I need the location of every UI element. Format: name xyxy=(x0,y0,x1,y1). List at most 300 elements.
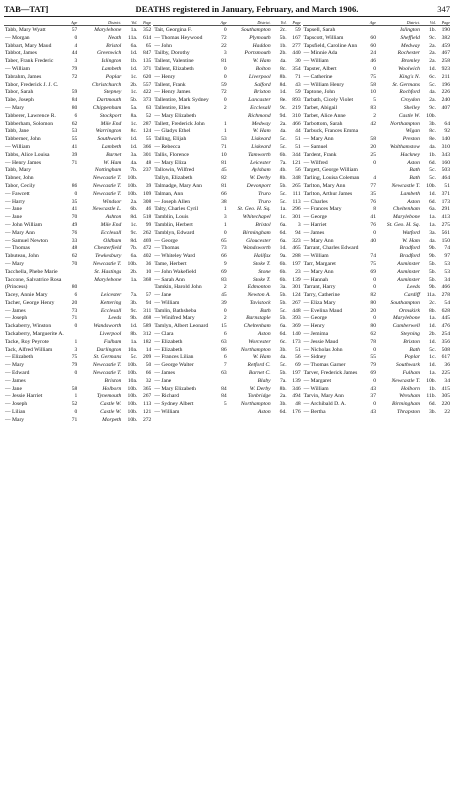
register-entry xyxy=(153,191,300,199)
register-entry xyxy=(4,393,151,401)
register-column-1 xyxy=(4,19,151,425)
entry-name: Tame, Herbert xyxy=(154,260,187,267)
register-entry xyxy=(4,160,151,168)
entry-name: — William xyxy=(154,299,180,306)
register-entry xyxy=(303,175,450,183)
entry-name: — Henry xyxy=(303,323,325,330)
register-entry xyxy=(303,199,450,207)
entry-district: Mile End xyxy=(100,221,122,228)
register-entry xyxy=(303,386,450,394)
entry-volume: 2b. xyxy=(279,50,287,57)
entry-name: — Jessie Maud xyxy=(303,338,339,345)
entry-name: — Whiteley Ward xyxy=(154,253,195,260)
entry-volume: 3b. xyxy=(130,299,138,306)
entry-district: Bath xyxy=(409,175,420,182)
entry-name: — Mary Ann xyxy=(303,237,334,244)
entry-age: 59 xyxy=(221,81,227,88)
entry-volume: 8b. xyxy=(279,385,287,392)
entry-district: Bromley xyxy=(401,58,420,65)
entry-age xyxy=(69,175,77,183)
entry-name: — Richard xyxy=(154,393,180,400)
entry-volume: 10b. xyxy=(127,393,138,400)
entry-volume: 10b. xyxy=(127,385,138,392)
entry-volume: 8b. xyxy=(279,175,287,182)
entry-name: Tarver, Frederick James xyxy=(303,370,358,377)
entry-district: Devonport xyxy=(246,182,271,189)
entry-page: 393 xyxy=(292,315,301,322)
entry-page: 48 xyxy=(145,159,152,166)
entry-page: 310 xyxy=(441,143,450,150)
register-entry xyxy=(4,128,151,136)
entry-page: 354 xyxy=(292,65,301,72)
entry-district: Newcastle T. xyxy=(92,260,122,267)
entry-district: Dartmouth xyxy=(96,97,122,104)
register-entry xyxy=(153,43,300,51)
entry-age: 52 xyxy=(71,401,78,408)
entry-page: 847 xyxy=(142,50,152,57)
entry-age: 0 xyxy=(74,34,78,41)
entry-district: Edmonton xyxy=(247,284,271,291)
entry-age: 45 xyxy=(221,292,227,299)
entry-volume: 6a. xyxy=(279,323,287,330)
entry-name: Tamlin, Bathsheba xyxy=(154,307,197,314)
entry-name: — Elizabeth xyxy=(5,354,34,361)
entry-volume: 1a. xyxy=(130,27,138,33)
entry-district: Sheffield xyxy=(400,34,420,41)
entry-page: 36 xyxy=(444,362,450,369)
entry-age: 60 xyxy=(370,42,376,49)
entry-page: 366 xyxy=(142,143,152,150)
entry-name: — James xyxy=(303,229,325,236)
entry-name: Tamblin, Louis xyxy=(154,214,189,221)
entry-volume: 2b. xyxy=(428,331,436,338)
entry-age: 62 xyxy=(71,120,78,127)
register-entry xyxy=(303,152,450,160)
column-header-page: Page xyxy=(441,20,450,25)
entry-page: 94 xyxy=(145,299,152,306)
entry-volume: 6a. xyxy=(130,42,138,49)
entry-page xyxy=(436,113,450,121)
entry-name: — Henry James xyxy=(154,89,191,96)
entry-district: Aston xyxy=(407,159,420,166)
register-entry xyxy=(153,206,300,214)
entry-page: 46 xyxy=(145,206,152,213)
register-entry xyxy=(4,35,151,43)
entry-district: Stepney xyxy=(103,89,122,96)
register-entry xyxy=(303,245,450,253)
register-entry xyxy=(4,409,151,417)
entry-name: — Henry James xyxy=(5,159,42,166)
register-entry xyxy=(4,354,151,362)
entry-district: Truro xyxy=(258,198,271,205)
entry-age: 37 xyxy=(370,393,376,400)
register-entry xyxy=(303,27,450,35)
entry-volume: 8e. xyxy=(279,97,287,104)
entry-district: Windsor xyxy=(102,198,122,205)
entry-district: Aylsham xyxy=(251,167,271,174)
entry-volume: 6d. xyxy=(428,159,436,166)
register-entry xyxy=(303,393,450,401)
entry-age: 53 xyxy=(221,136,227,143)
entry-volume: 8d. xyxy=(130,214,138,221)
entry-name: — Jemima xyxy=(303,331,329,338)
column-header-district: District. xyxy=(108,20,122,25)
entry-age: 44 xyxy=(71,50,78,57)
entry-district: Morpeth xyxy=(102,416,122,423)
entry-page: 466 xyxy=(441,284,450,291)
entry-volume: 1a. xyxy=(429,221,436,228)
entry-age: 41 xyxy=(370,214,376,221)
entry-district: Aston xyxy=(257,409,271,416)
entry-age: 55 xyxy=(370,354,376,361)
entry-district: Whitechapel xyxy=(242,214,271,221)
entry-name: — William xyxy=(303,385,329,392)
entry-district: Ecclesall xyxy=(100,307,122,314)
entry-age: 81 xyxy=(221,159,227,166)
entry-volume: 7a. xyxy=(279,377,287,384)
entry-volume: 11b. xyxy=(426,393,436,400)
entry-name: — Morgan xyxy=(5,34,30,41)
entry-name: Tarrant, Harry xyxy=(303,284,336,291)
register-entry xyxy=(153,230,300,238)
register-entry xyxy=(153,97,300,105)
entry-district: Wandsworth xyxy=(242,245,271,252)
entry-district: Marylebone xyxy=(94,27,122,33)
entry-page: 34 xyxy=(444,377,450,384)
entry-page: 121 xyxy=(292,159,301,166)
register-entry xyxy=(303,183,450,191)
column-header-vol: Vol. xyxy=(429,20,436,25)
entry-age: 62 xyxy=(71,253,78,260)
entry-district: Axminster xyxy=(397,260,420,267)
entry-page: 422 xyxy=(142,89,152,96)
entry-district: Newcastle T. xyxy=(92,182,122,189)
entry-district: Lancaster xyxy=(248,97,271,104)
entry-age: 69 xyxy=(221,268,227,275)
entry-page: 113 xyxy=(292,198,301,205)
entry-district: Rochester xyxy=(397,50,420,57)
entry-age: 43 xyxy=(370,385,376,392)
entry-volume: 5a. xyxy=(130,104,138,111)
entry-district: Bath xyxy=(409,167,420,174)
entry-volume: 5b. xyxy=(279,315,287,322)
entry-volume: 10b. xyxy=(127,401,138,408)
entry-volume: 4a. xyxy=(279,354,287,361)
entry-volume: 1c. xyxy=(130,73,138,80)
entry-volume: 10b. xyxy=(127,175,138,182)
entry-page: 10 xyxy=(145,268,152,275)
entry-volume: 1a. xyxy=(130,338,138,345)
entry-volume: 9b. xyxy=(130,315,138,322)
entry-page: 56 xyxy=(295,354,301,361)
entry-volume: 1d. xyxy=(428,323,436,330)
entry-name: Tabb, Mary Wyatt xyxy=(5,27,46,33)
register-entry xyxy=(4,105,151,113)
entry-page: 121 xyxy=(142,409,152,416)
entry-volume: 1d. xyxy=(428,190,436,197)
entry-volume: 10b. xyxy=(127,182,138,189)
entry-volume: 10b. xyxy=(426,182,436,189)
entry-page: 22 xyxy=(444,409,450,416)
entry-district: Stoke T. xyxy=(253,276,271,283)
entry-district: Newcastle T. xyxy=(92,370,122,377)
entry-page: 468 xyxy=(142,315,152,322)
entry-page: 50 xyxy=(145,362,152,369)
entry-page: 173 xyxy=(292,338,301,345)
entry-volume: 1a. xyxy=(429,315,436,322)
entry-district: Neath xyxy=(107,34,122,41)
entry-page: 59 xyxy=(295,89,301,96)
entry-name: — Margaret xyxy=(303,377,332,384)
entry-page: 301 xyxy=(292,214,301,221)
register-entry xyxy=(153,50,300,58)
entry-page: 352 xyxy=(142,27,152,33)
column-header-vol: Vol. xyxy=(280,20,287,25)
entry-name: — Jane xyxy=(154,377,172,384)
register-entry xyxy=(4,370,151,378)
entry-district: Greenwich xyxy=(96,50,122,57)
entry-district: Tavistock xyxy=(249,299,271,306)
entry-district: Stone xyxy=(258,268,271,275)
entry-name: Tarbottom, Sarah xyxy=(303,120,343,127)
entry-volume: 11a. xyxy=(128,34,138,41)
entry-age: 72 xyxy=(71,73,78,80)
entry-name: — George xyxy=(303,214,328,221)
page-title: DEATHS registered in January, February, and March 1906. xyxy=(135,4,359,14)
entry-district: Newton A. xyxy=(247,292,271,299)
entry-volume: 2c. xyxy=(429,299,436,306)
entry-district: Hackney xyxy=(400,151,420,158)
entry-name: — Samuel Newton xyxy=(5,237,48,244)
register-entry xyxy=(4,206,151,214)
entry-name: — Mary Ann xyxy=(303,268,334,275)
entry-name: Tabor, Frederick J. J. C. xyxy=(5,81,59,88)
entry-volume: 10b. xyxy=(127,416,138,423)
column-header-district: District. xyxy=(257,20,271,25)
register-entry xyxy=(153,245,300,253)
entry-name: — Jane xyxy=(5,206,22,213)
register-entry xyxy=(303,284,450,292)
entry-district: W. Ham xyxy=(252,354,271,361)
entry-page: 508 xyxy=(441,346,450,353)
entry-volume: 1a. xyxy=(279,206,287,213)
entry-name: — John xyxy=(154,42,172,49)
entry-page: 311 xyxy=(143,307,152,314)
entry-name: — William xyxy=(303,253,329,260)
entry-page: 109 xyxy=(142,190,152,197)
entry-age: 0 xyxy=(223,229,227,236)
entry-name: — Minnie Ada xyxy=(303,50,338,57)
entry-district: Newcastle T. xyxy=(92,175,122,182)
entry-age: 0 xyxy=(373,377,376,384)
entry-page: 113 xyxy=(143,401,152,408)
entry-age: 42 xyxy=(370,120,376,127)
entry-district: Kettering xyxy=(100,299,122,306)
entry-name: Tabrahm, James xyxy=(5,73,42,80)
entry-age xyxy=(219,113,227,121)
entry-district: Islington xyxy=(400,27,420,33)
entry-name: — Mary Ann xyxy=(5,229,35,236)
register-entry xyxy=(303,315,450,323)
entry-name: — John Wakefield xyxy=(154,268,197,275)
entry-name: Tallett, Frederick John xyxy=(154,120,205,127)
entry-district: Mile End xyxy=(100,120,122,127)
entry-age: 83 xyxy=(370,104,376,111)
entry-name: Tarling, Louisa Coleman xyxy=(303,175,360,182)
entry-age: 70 xyxy=(71,260,78,267)
entry-page: 476 xyxy=(441,323,450,330)
entry-volume: 10b. xyxy=(127,190,138,197)
column-header-vol: Vol. xyxy=(131,20,138,25)
entry-age: 49 xyxy=(71,221,78,228)
entry-page: 176 xyxy=(292,409,301,416)
entry-district: Newcastle T. xyxy=(391,182,420,189)
entry-page: 346 xyxy=(292,385,301,392)
entry-age: 63 xyxy=(221,338,227,345)
entry-age: 1 xyxy=(74,393,78,400)
entry-district: Chesterfield xyxy=(93,245,122,252)
entry-district: Gloucester xyxy=(246,237,271,244)
entry-age: 0 xyxy=(74,190,78,197)
register-entry xyxy=(153,261,300,269)
entry-name: Tabor, Sarah xyxy=(5,89,34,96)
entry-page: 267 xyxy=(292,299,301,306)
entry-age: 59 xyxy=(71,89,78,96)
entry-name: — Charles xyxy=(303,198,328,205)
entry-district: Preston xyxy=(402,136,420,143)
entry-age: 0 xyxy=(74,409,78,416)
register-entry xyxy=(153,238,300,246)
entry-name: — James xyxy=(5,377,26,384)
entry-page: 369 xyxy=(292,323,301,330)
entry-name: — Lilian xyxy=(5,409,26,416)
entry-age: 48 xyxy=(71,245,78,252)
entry-volume: 1b. xyxy=(130,58,138,65)
entry-volume: 3b. xyxy=(279,401,287,408)
entry-name: Taber, Frank Frederic xyxy=(5,58,54,65)
entry-name: — Fawcett xyxy=(5,190,30,197)
entry-age: 53 xyxy=(71,128,78,135)
entry-page: 56 xyxy=(295,167,301,174)
entry-page: 614 xyxy=(142,34,152,41)
register-entry xyxy=(4,331,151,339)
entry-volume: 10b. xyxy=(127,362,138,369)
register-columns xyxy=(4,19,450,425)
entry-page: 620 xyxy=(142,73,152,80)
register-entry xyxy=(4,199,151,207)
entry-age: 0 xyxy=(223,65,227,72)
entry-age: 4 xyxy=(373,175,376,182)
entry-page: 265 xyxy=(292,182,301,189)
entry-page: 59 xyxy=(295,27,301,33)
entry-age xyxy=(69,378,77,386)
entry-volume: 9b. xyxy=(428,245,436,252)
entry-district: Castle W. xyxy=(100,409,122,416)
entry-age: 66 xyxy=(221,253,227,260)
entry-page: 407 xyxy=(441,104,450,111)
entry-volume: 10b. xyxy=(426,377,436,384)
register-entry xyxy=(303,66,450,74)
entry-age: 0 xyxy=(373,159,376,166)
entry-district: Truro xyxy=(258,190,271,197)
entry-age: 3 xyxy=(223,214,227,221)
entry-age: 15 xyxy=(221,323,227,330)
entry-district: Barnet xyxy=(106,151,122,158)
register-entry xyxy=(303,292,450,300)
entry-page: 402 xyxy=(142,253,152,260)
entry-page: 240 xyxy=(441,97,450,104)
entry-age: 46 xyxy=(370,58,376,65)
entry-district: Cheltenham xyxy=(243,323,271,330)
entry-volume: 7b. xyxy=(130,167,138,174)
entry-name: — Frances Lilian xyxy=(154,354,194,361)
entry-district: Poplar xyxy=(404,354,420,361)
register-entry xyxy=(303,113,450,121)
entry-age: 81 xyxy=(221,58,227,65)
entry-volume: 1a. xyxy=(429,370,436,377)
entry-name: Taccone, Salvatrice Rosa xyxy=(5,276,62,283)
entry-district: Oldham xyxy=(103,237,122,244)
entry-volume: 9c. xyxy=(130,229,138,236)
entry-name: Tabner, John xyxy=(5,175,34,182)
entry-volume: 5c. xyxy=(429,167,436,174)
entry-district: Ormskirk xyxy=(398,307,420,314)
entry-district: Bristol xyxy=(255,221,271,228)
entry-age: 6 xyxy=(74,292,78,299)
entry-page xyxy=(137,284,151,292)
entry-volume: 8d. xyxy=(279,81,287,88)
register-entry xyxy=(4,97,151,105)
entry-name: — Elizabeth xyxy=(154,338,183,345)
entry-page: 254 xyxy=(441,331,450,338)
entry-age: 63 xyxy=(221,370,227,377)
column-header-page: Page xyxy=(292,20,301,25)
entry-district: W. Ham xyxy=(402,237,420,244)
entry-district: Darlington xyxy=(96,346,122,353)
entry-district: Liverpool xyxy=(99,331,122,338)
entry-name: Tait, Georgina F. xyxy=(154,27,192,33)
entry-age: 76 xyxy=(370,198,376,205)
entry-volume: 6a. xyxy=(279,237,287,244)
entry-district: Nottingham xyxy=(94,167,122,174)
register-entry xyxy=(303,253,450,261)
entry-page: 3 xyxy=(297,221,301,228)
entry-district: Birmingham xyxy=(392,401,420,408)
entry-name: — Samuel xyxy=(303,143,328,150)
entry-page: 69 xyxy=(295,362,301,369)
entry-name: — William xyxy=(303,58,329,65)
entry-age: 1 xyxy=(223,120,227,127)
register-entry xyxy=(303,269,450,277)
entry-volume: 5b. xyxy=(279,370,287,377)
register-entry xyxy=(153,269,300,277)
entry-volume: 5c. xyxy=(429,175,436,182)
entry-volume: 9a. xyxy=(279,253,287,260)
entry-volume: 6b. xyxy=(130,206,138,213)
register-entry xyxy=(153,393,300,401)
entry-district: Axminster xyxy=(397,268,420,275)
entry-age: 1 xyxy=(223,128,227,135)
entry-name: Tamkin, Harold John xyxy=(154,284,202,291)
entry-volume: 2a. xyxy=(429,58,436,65)
entry-page: 472 xyxy=(142,245,152,252)
entry-district: St. Geo. H. Sq. xyxy=(237,206,271,213)
entry-page: 288 xyxy=(292,253,301,260)
entry-district: Brixton xyxy=(253,89,271,96)
entry-name: Tallowin, Wilfred xyxy=(154,167,194,174)
entry-name: — Mary Elizabeth xyxy=(154,385,196,392)
register-entry xyxy=(153,409,300,417)
